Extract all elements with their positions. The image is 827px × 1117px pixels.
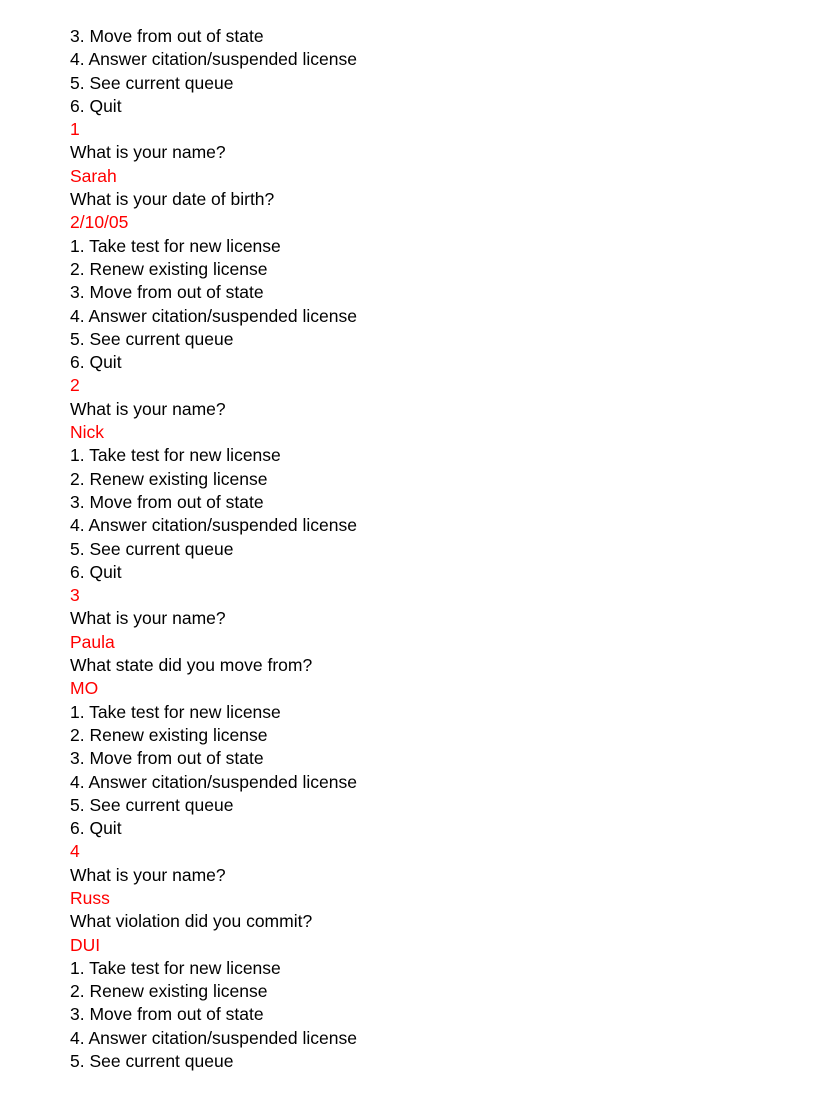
transcript-line: 5. See current queue xyxy=(70,1051,234,1072)
transcript-line: 1. Take test for new license xyxy=(70,701,281,722)
user-input-line: Paula xyxy=(70,631,115,652)
transcript-line: 2. Renew existing license xyxy=(70,981,268,1002)
transcript-line: What state did you move from? xyxy=(70,655,313,676)
transcript-line: 4. Answer citation/suspended license xyxy=(70,305,357,326)
transcript-line: 1. Take test for new license xyxy=(70,957,281,978)
transcript-line: 2. Renew existing license xyxy=(70,724,268,745)
transcript-line: 4. Answer citation/suspended license xyxy=(70,49,357,70)
user-input-line: DUI xyxy=(70,934,101,955)
transcript-line: 5. See current queue xyxy=(70,538,234,559)
transcript-line: 3. Move from out of state xyxy=(70,26,264,46)
transcript-line: 5. See current queue xyxy=(70,72,234,93)
transcript-line: What is your name? xyxy=(70,142,226,163)
transcript-line: 1. Take test for new license xyxy=(70,445,281,466)
transcript-line: 2. Renew existing license xyxy=(70,468,268,489)
transcript-line: 4. Answer citation/suspended license xyxy=(70,515,357,536)
transcript-line: 3. Move from out of state xyxy=(70,491,264,512)
user-input-line: 4 xyxy=(70,841,80,862)
transcript-line: What is your name? xyxy=(70,398,226,419)
user-input-line: 3 xyxy=(70,585,80,606)
transcript-line: 3. Move from out of state xyxy=(70,282,264,303)
user-input-line: Nick xyxy=(70,422,105,443)
user-input-line: Russ xyxy=(70,887,110,908)
transcript-line: What violation did you commit? xyxy=(70,911,313,932)
transcript-line: 2. Renew existing license xyxy=(70,258,268,279)
user-input-line: 2 xyxy=(70,375,80,396)
transcript-line: 6. Quit xyxy=(70,352,122,373)
transcript-line: 6. Quit xyxy=(70,561,122,582)
console-transcript xyxy=(70,25,790,1073)
transcript-line: 3. Move from out of state xyxy=(70,1004,264,1025)
transcript-line: What is your date of birth? xyxy=(70,189,275,210)
transcript-line: 4. Answer citation/suspended license xyxy=(70,771,357,792)
transcript-line: 1. Take test for new license xyxy=(70,235,281,256)
user-input-line: 1 xyxy=(70,119,80,140)
transcript-line: 4. Answer citation/suspended license xyxy=(70,1027,357,1048)
transcript-line: 6. Quit xyxy=(70,95,122,116)
transcript-line: 5. See current queue xyxy=(70,794,234,815)
user-input-line: 2/10/05 xyxy=(70,212,129,233)
transcript-line: 3. Move from out of state xyxy=(70,748,264,769)
user-input-line: MO xyxy=(70,678,99,699)
transcript-line: What is your name? xyxy=(70,608,226,629)
user-input-line: Sarah xyxy=(70,165,117,186)
transcript-line: What is your name? xyxy=(70,864,226,885)
transcript-line: 5. See current queue xyxy=(70,328,234,349)
transcript-line: 6. Quit xyxy=(70,818,122,839)
